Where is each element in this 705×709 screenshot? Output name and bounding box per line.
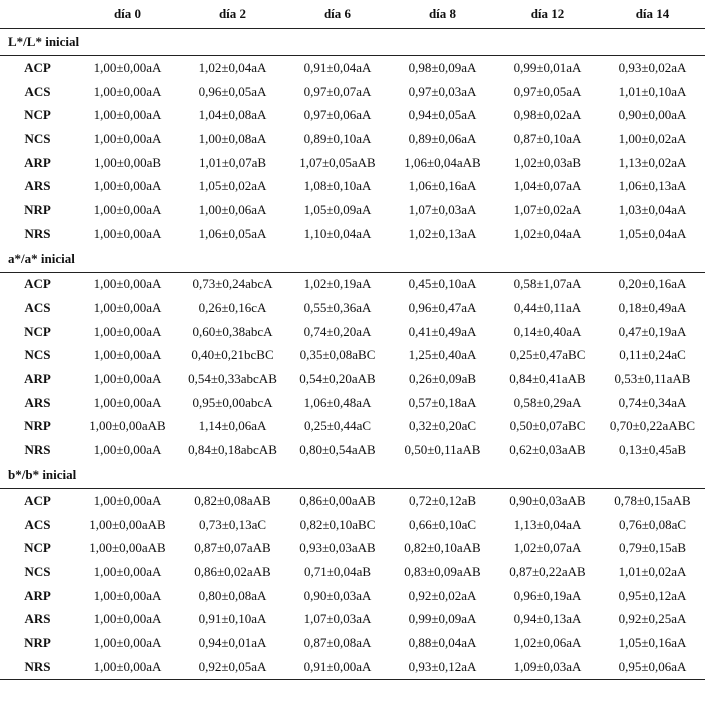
table-row: [0, 320, 705, 344]
value-cell: 1,01±0,07aB: [198, 154, 267, 170]
row-label: NCS: [24, 563, 51, 579]
section-title: a*/a* inicial: [0, 246, 705, 273]
value-cell: 0,93±0,02aA: [618, 59, 687, 75]
value-cell: 0,32±0,20aC: [408, 418, 477, 434]
value-cell: 0,86±0,00aAB: [299, 492, 376, 508]
value-cell: 0,90±0,03aA: [303, 587, 372, 603]
value-cell: 1,00±0,00aAB: [89, 516, 166, 532]
row-label: ACP: [24, 276, 51, 292]
section-title: b*/b* inicial: [0, 462, 705, 489]
row-label: NCP: [24, 107, 51, 123]
value-cell: 1,00±0,00aA: [93, 634, 162, 650]
value-cell: 1,05±0,09aA: [303, 201, 372, 217]
row-label: ARP: [24, 154, 51, 170]
row-label: ACS: [24, 83, 51, 99]
value-cell: 1,00±0,00aA: [93, 300, 162, 316]
table-row: [0, 151, 705, 175]
row-label: ACS: [24, 516, 51, 532]
value-cell: 0,80±0,54aAB: [299, 442, 376, 458]
header-cell-blank: [0, 0, 75, 29]
value-cell: 1,00±0,00aA: [93, 107, 162, 123]
value-cell: 0,87±0,07aAB: [194, 540, 271, 556]
value-cell: 0,94±0,01aA: [198, 634, 267, 650]
value-cell: 0,14±0,40aA: [513, 323, 582, 339]
value-cell: 1,00±0,00aA: [93, 394, 162, 410]
row-label: NRP: [24, 201, 51, 217]
row-label: NRS: [24, 225, 51, 241]
value-cell: 0,96±0,19aA: [513, 587, 582, 603]
value-cell: 0,97±0,03aA: [408, 83, 477, 99]
value-cell: 1,13±0,02aA: [618, 154, 687, 170]
value-cell: 1,07±0,02aA: [513, 201, 582, 217]
section-row: [0, 29, 705, 56]
value-cell: 1,00±0,00aA: [75, 655, 180, 679]
value-cell: 0,74±0,20aA: [303, 323, 372, 339]
section-row: [0, 246, 705, 273]
table-row: [0, 80, 705, 104]
value-cell: 1,00±0,00aA: [93, 83, 162, 99]
value-cell: 0,79±0,15aB: [618, 540, 687, 556]
value-cell: 0,97±0,06aA: [303, 107, 372, 123]
value-cell: 0,91±0,00aA: [285, 655, 390, 679]
value-cell: 0,58±0,29aA: [513, 394, 582, 410]
value-cell: 1,00±0,00aA: [93, 225, 162, 241]
value-cell: 0,92±0,25aA: [618, 611, 687, 627]
table-row: [0, 103, 705, 127]
value-cell: 1,04±0,08aA: [198, 107, 267, 123]
table-row: [0, 513, 705, 537]
table-row: [0, 607, 705, 631]
value-cell: 0,50±0,11aAB: [404, 442, 481, 458]
value-cell: 1,00±0,00aA: [93, 587, 162, 603]
value-cell: 0,84±0,41aAB: [509, 371, 586, 387]
value-cell: 0,74±0,34aA: [618, 394, 687, 410]
row-label: NCP: [24, 323, 51, 339]
header-cell-day0: día 0: [75, 0, 180, 29]
value-cell: 1,00±0,00aA: [93, 323, 162, 339]
table-row: [0, 655, 705, 679]
value-cell: 1,03±0,04aA: [618, 201, 687, 217]
value-cell: 1,06±0,05aA: [198, 225, 267, 241]
table-body: [0, 29, 705, 680]
section-title: L*/L* inicial: [0, 29, 705, 56]
value-cell: 1,06±0,13aA: [618, 178, 687, 194]
value-cell: 1,00±0,08aA: [198, 130, 267, 146]
value-cell: 0,83±0,09aAB: [404, 563, 481, 579]
value-cell: 1,01±0,10aA: [618, 83, 687, 99]
row-label: ACP: [24, 492, 51, 508]
value-cell: 0,71±0,04aB: [303, 563, 372, 579]
value-cell: 1,02±0,04aA: [198, 59, 267, 75]
value-cell: 0,90±0,00aA: [618, 107, 687, 123]
row-label: ARS: [24, 611, 51, 627]
row-label: ARP: [24, 587, 51, 603]
row-label: NRP: [24, 418, 51, 434]
value-cell: 1,00±0,00aAB: [89, 540, 166, 556]
value-cell: 0,97±0,07aA: [303, 83, 372, 99]
value-cell: 1,00±0,00aAB: [89, 418, 166, 434]
table-row: [0, 296, 705, 320]
row-label: NRP: [24, 634, 51, 650]
value-cell: 0,20±0,16aA: [618, 276, 687, 292]
value-cell: 1,00±0,00aA: [93, 59, 162, 75]
header-row: [0, 0, 705, 29]
value-cell: 0,25±0,47aBC: [509, 347, 586, 363]
value-cell: 1,04±0,07aA: [513, 178, 582, 194]
value-cell: 1,02±0,04aA: [513, 225, 582, 241]
row-label: NCP: [24, 540, 51, 556]
value-cell: 1,00±0,00aA: [93, 276, 162, 292]
value-cell: 0,80±0,08aA: [198, 587, 267, 603]
value-cell: 1,08±0,10aA: [303, 178, 372, 194]
value-cell: 0,92±0,02aA: [408, 587, 477, 603]
value-cell: 0,54±0,33abcAB: [188, 371, 277, 387]
value-cell: 1,05±0,04aA: [618, 225, 687, 241]
value-cell: 1,00±0,00aA: [93, 492, 162, 508]
value-cell: 1,10±0,04aA: [303, 225, 372, 241]
value-cell: 1,02±0,19aA: [303, 276, 372, 292]
header-cell-day12: día 12: [495, 0, 600, 29]
value-cell: 1,07±0,05aAB: [299, 154, 376, 170]
value-cell: 0,93±0,03aAB: [299, 540, 376, 556]
row-label: ARS: [24, 394, 51, 410]
value-cell: 1,05±0,16aA: [618, 634, 687, 650]
value-cell: 0,91±0,10aA: [198, 611, 267, 627]
value-cell: 0,94±0,05aA: [408, 107, 477, 123]
row-label: ARS: [24, 178, 51, 194]
value-cell: 0,87±0,22aAB: [509, 563, 586, 579]
value-cell: 1,00±0,00aA: [93, 178, 162, 194]
value-cell: 0,98±0,02aA: [513, 107, 582, 123]
value-cell: 0,18±0,49aA: [618, 300, 687, 316]
table-row: [0, 391, 705, 415]
value-cell: 0,72±0,12aB: [408, 492, 477, 508]
value-cell: 0,97±0,05aA: [513, 83, 582, 99]
value-cell: 1,06±0,48aA: [303, 394, 372, 410]
table-row: [0, 127, 705, 151]
value-cell: 0,62±0,03aAB: [509, 442, 586, 458]
value-cell: 0,50±0,07aBC: [509, 418, 586, 434]
header-cell-day6: día 6: [285, 0, 390, 29]
row-label: NRS: [24, 442, 51, 458]
header-cell-day8: día 8: [390, 0, 495, 29]
value-cell: 1,02±0,13aA: [408, 225, 477, 241]
table-row: [0, 367, 705, 391]
value-cell: 0,95±0,00abcA: [192, 394, 273, 410]
value-cell: 1,07±0,03aA: [303, 611, 372, 627]
value-cell: 1,06±0,16aA: [408, 178, 477, 194]
table-row: [0, 584, 705, 608]
value-cell: 0,86±0,02aAB: [194, 563, 271, 579]
value-cell: 1,25±0,40aA: [408, 347, 477, 363]
value-cell: 0,47±0,19aA: [618, 323, 687, 339]
value-cell: 0,92±0,05aA: [180, 655, 285, 679]
table-row: [0, 222, 705, 246]
value-cell: 0,11±0,24aC: [619, 347, 686, 363]
value-cell: 1,05±0,02aA: [198, 178, 267, 194]
value-cell: 0,89±0,06aA: [408, 130, 477, 146]
value-cell: 0,25±0,44aC: [303, 418, 372, 434]
value-cell: 1,00±0,00aB: [93, 154, 162, 170]
value-cell: 0,95±0,06aA: [600, 655, 705, 679]
row-label: ACS: [24, 300, 51, 316]
table-row: [0, 489, 705, 513]
value-cell: 1,00±0,06aA: [198, 201, 267, 217]
table-row: [0, 631, 705, 655]
row-label: NCS: [24, 130, 51, 146]
value-cell: 0,55±0,36aA: [303, 300, 372, 316]
value-cell: 0,95±0,12aA: [618, 587, 687, 603]
value-cell: 0,13±0,45aB: [618, 442, 687, 458]
row-label: NCS: [24, 347, 51, 363]
value-cell: 0,99±0,09aA: [408, 611, 477, 627]
row-label: ARP: [24, 371, 51, 387]
row-label: NRS: [0, 655, 75, 679]
value-cell: 0,98±0,09aA: [408, 59, 477, 75]
value-cell: 1,00±0,00aA: [93, 442, 162, 458]
table-row: [0, 198, 705, 222]
value-cell: 1,00±0,00aA: [93, 201, 162, 217]
table-row: [0, 415, 705, 439]
value-cell: 0,45±0,10aA: [408, 276, 477, 292]
table-row: [0, 438, 705, 462]
value-cell: 0,96±0,05aA: [198, 83, 267, 99]
value-cell: 0,94±0,13aA: [513, 611, 582, 627]
value-cell: 1,06±0,04aAB: [404, 154, 481, 170]
value-cell: 1,02±0,06aA: [513, 634, 582, 650]
value-cell: 0,87±0,08aA: [303, 634, 372, 650]
value-cell: 1,00±0,02aA: [618, 130, 687, 146]
value-cell: 1,00±0,00aA: [93, 347, 162, 363]
table-row: [0, 174, 705, 198]
section-row: [0, 462, 705, 489]
value-cell: 0,90±0,03aAB: [509, 492, 586, 508]
value-cell: 1,01±0,02aA: [618, 563, 687, 579]
value-cell: 0,58±1,07aA: [513, 276, 582, 292]
value-cell: 0,70±0,22aABC: [609, 418, 696, 434]
value-cell: 0,87±0,10aA: [513, 130, 582, 146]
value-cell: 1,00±0,00aA: [93, 371, 162, 387]
value-cell: 0,41±0,49aA: [408, 323, 477, 339]
row-label: ACP: [24, 59, 51, 75]
value-cell: 0,54±0,20aAB: [299, 371, 376, 387]
value-cell: 1,14±0,06aA: [198, 418, 267, 434]
value-cell: 0,82±0,10aAB: [404, 540, 481, 556]
value-cell: 0,73±0,13aC: [198, 516, 267, 532]
value-cell: 0,60±0,38abcA: [192, 323, 273, 339]
value-cell: 0,44±0,11aA: [513, 300, 582, 316]
header-cell-day14: día 14: [600, 0, 705, 29]
value-cell: 0,53±0,11aAB: [614, 371, 691, 387]
value-cell: 0,96±0,47aA: [408, 300, 477, 316]
value-cell: 0,82±0,08aAB: [194, 492, 271, 508]
value-cell: 0,91±0,04aA: [303, 59, 372, 75]
value-cell: 0,40±0,21bcBC: [191, 347, 274, 363]
value-cell: 0,88±0,04aA: [408, 634, 477, 650]
table-row: [0, 536, 705, 560]
table-row: [0, 560, 705, 584]
value-cell: 1,09±0,03aA: [495, 655, 600, 679]
value-cell: 0,26±0,09aB: [408, 371, 477, 387]
value-cell: 1,00±0,00aA: [93, 130, 162, 146]
value-cell: 0,82±0,10aBC: [299, 516, 376, 532]
value-cell: 0,93±0,12aA: [390, 655, 495, 679]
table-row: [0, 272, 705, 296]
value-cell: 1,02±0,07aA: [513, 540, 582, 556]
table-row: [0, 56, 705, 80]
table-row: [0, 344, 705, 368]
value-cell: 0,57±0,18aA: [408, 394, 477, 410]
value-cell: 0,26±0,16cA: [198, 300, 267, 316]
value-cell: 0,84±0,18abcAB: [188, 442, 277, 458]
value-cell: 1,07±0,03aA: [408, 201, 477, 217]
value-cell: 0,73±0,24abcA: [192, 276, 273, 292]
value-cell: 1,02±0,03aB: [513, 154, 582, 170]
value-cell: 0,35±0,08aBC: [299, 347, 376, 363]
value-cell: 0,78±0,15aAB: [614, 492, 691, 508]
value-cell: 0,76±0,08aC: [618, 516, 687, 532]
value-cell: 1,00±0,00aA: [93, 563, 162, 579]
value-cell: 0,66±0,10aC: [408, 516, 477, 532]
value-cell: 1,00±0,00aA: [93, 611, 162, 627]
header-cell-day2: día 2: [180, 0, 285, 29]
value-cell: 0,99±0,01aA: [513, 59, 582, 75]
value-cell: 0,89±0,10aA: [303, 130, 372, 146]
value-cell: 1,13±0,04aA: [513, 516, 582, 532]
